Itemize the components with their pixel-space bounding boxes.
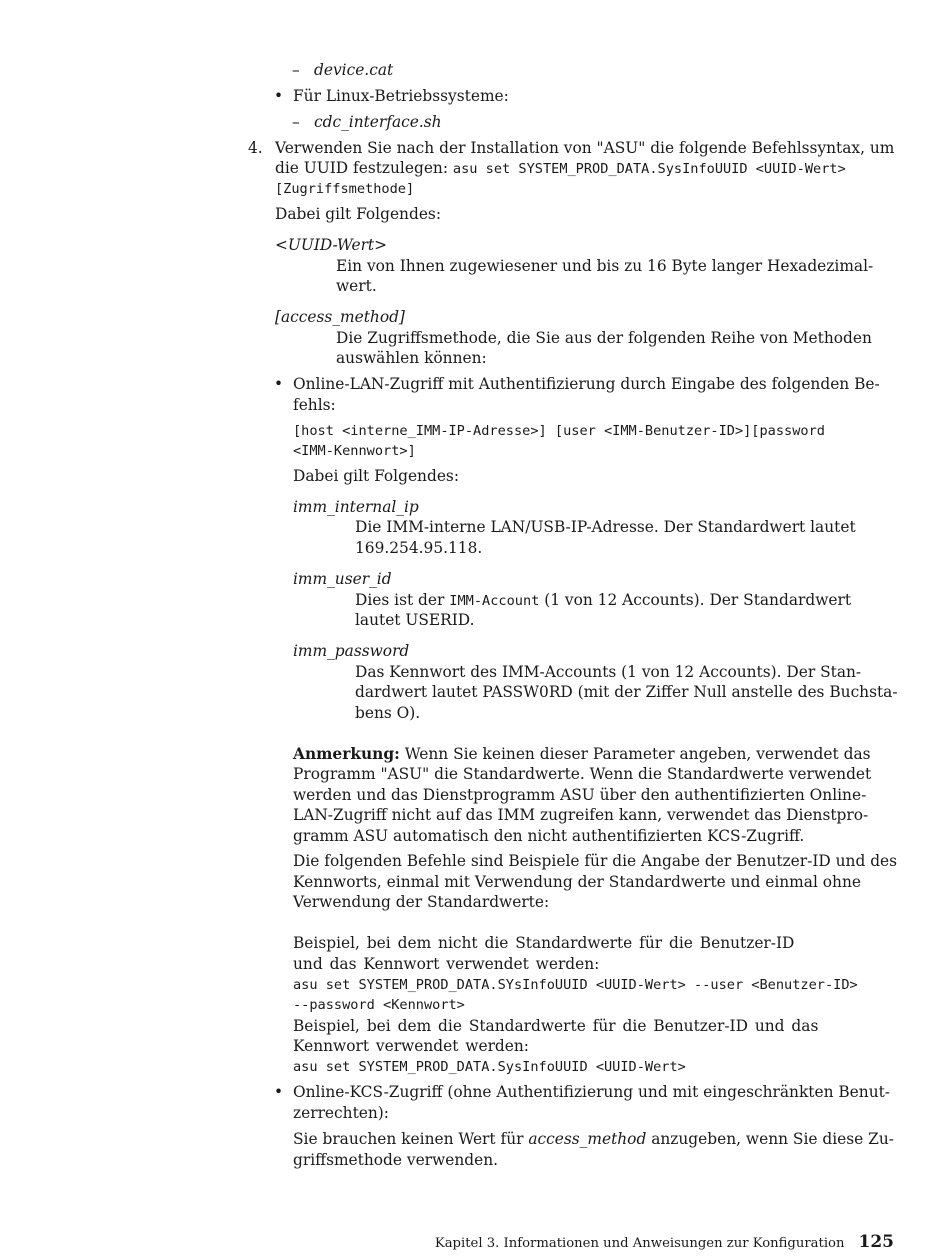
- example1-code1: asu set SYSTEM_PROD_DATA.SYsInfoUUID <UUID-Wert> --user <Benutzer-ID>: [293, 977, 858, 993]
- def-user-line2: lautet USERID.: [355, 611, 475, 629]
- step4-line2: [275, 158, 846, 180]
- online-lan-code2: <IMM-Kennwort>]: [293, 443, 416, 459]
- note-line2: Programm "ASU" die Standardwerte. Wenn die Standardwerte verwendet: [293, 765, 872, 783]
- term-imm-internal-ip: imm_internal_ip: [293, 498, 419, 516]
- step4-line1: Verwenden Sie nach der Installation von "ASU" die folgende Befehlssyntax, um: [275, 139, 895, 157]
- term-imm-password: imm_password: [293, 642, 410, 660]
- dash-marker: –: [292, 113, 300, 131]
- para-line1: Die folgenden Befehle sind Beispiele für die Angabe der Benutzer-ID und des: [293, 852, 898, 870]
- footer-chapter: Kapitel 3. Informationen und Anweisungen zur Konfiguration: [434, 1236, 845, 1251]
- online-lan-dabei: Dabei gilt Folgendes:: [293, 467, 460, 485]
- def-access-line1: Die Zugriffsmethode, die Sie aus der folgenden Reihe von Methoden: [336, 329, 872, 347]
- bullet-marker: •: [274, 375, 284, 393]
- def-pw-line1: Das Kennwort des IMM-Accounts (1 von 12 Accounts). Der Stan-: [355, 663, 862, 681]
- term-access-method: [access_method]: [275, 308, 405, 326]
- term-imm-user-id: imm_user_id: [293, 570, 392, 588]
- page-number: 125: [858, 1232, 894, 1252]
- term-uuid-wert: <UUID-Wert>: [275, 236, 388, 254]
- def-ip-line1: Die IMM-interne LAN/USB-IP-Adresse. Der Standardwert lautet: [355, 518, 856, 536]
- online-lan-line2: fehls:: [293, 396, 336, 414]
- list-item-device-cat: device.cat: [314, 61, 394, 79]
- online-kcs-line1: Online-KCS-Zugriff (ohne Authentifizierung und mit eingeschränkten Benut-: [293, 1083, 890, 1101]
- step-number: 4.: [248, 139, 263, 157]
- def-user-line1: [355, 590, 851, 612]
- bullet-marker: •: [274, 87, 284, 105]
- kcs-text-c: anzugeben, wenn Sie diese Zu-: [646, 1130, 894, 1148]
- def-uuid-line1: Ein von Ihnen zugewiesener und bis zu 16 Byte langer Hexadezimal-: [336, 257, 874, 275]
- def-ip-line2: 169.254.95.118.: [355, 539, 483, 557]
- note-text: Wenn Sie keinen dieser Parameter angeben, verwendet das: [399, 745, 871, 763]
- def-user-text-a: Dies ist der: [355, 591, 450, 609]
- def-pw-line3: bens O).: [355, 704, 421, 722]
- def-user-text-c: (1 von 12 Accounts). Der Standardwert: [539, 591, 852, 609]
- step4-dabei: Dabei gilt Folgendes:: [275, 205, 442, 223]
- online-lan-code1: [host <interne_IMM-IP-Adresse>] [user <IMM-Benutzer-ID>][password: [293, 423, 825, 439]
- def-pw-line2: dardwert lautet PASSW0RD (mit der Ziffer Null anstelle des Buchsta-: [355, 683, 898, 701]
- example1-code2: --password <Kennwort>: [293, 997, 465, 1013]
- online-kcs-line2: zerrechten):: [293, 1104, 389, 1122]
- def-user-code: IMM-Account: [449, 593, 540, 609]
- example1-line2: und das Kennwort verwendet werden:: [293, 955, 600, 973]
- dash-marker: –: [292, 61, 300, 79]
- note-line5: gramm ASU automatisch den nicht authentifizierten KCS-Zugriff.: [293, 827, 805, 845]
- online-kcs-para1: [293, 1129, 894, 1150]
- list-item-cdc-interface: cdc_interface.sh: [314, 113, 442, 131]
- para-line2: Kennworts, einmal mit Verwendung der Standardwerte und einmal ohne: [293, 873, 861, 891]
- def-uuid-line2: wert.: [336, 277, 377, 295]
- note-line3: werden und das Dienstprogramm ASU über den authentifizierten Online-: [293, 786, 867, 804]
- bullet-marker: •: [274, 1083, 284, 1101]
- note-label: Anmerkung:: [293, 745, 400, 763]
- note-line4: LAN-Zugriff nicht auf das IMM zugreifen kann, verwendet das Dienstpro-: [293, 806, 869, 824]
- example2-line1: Beispiel, bei dem die Standardwerte für die Benutzer-ID und das: [293, 1017, 819, 1035]
- online-lan-line1: Online-LAN-Zugriff mit Authentifizierung durch Eingabe des folgenden Be-: [293, 375, 880, 393]
- example1-line1: Beispiel, bei dem nicht die Standardwerte für die Benutzer-ID: [293, 934, 795, 952]
- kcs-term-access-method: access_method: [528, 1130, 647, 1148]
- example2-line2: Kennwort verwendet werden:: [293, 1037, 529, 1055]
- page-footer: [435, 1232, 894, 1255]
- kcs-text-a: Sie brauchen keinen Wert für: [293, 1130, 529, 1148]
- step4-command-cont: [Zugriffsmethode]: [275, 181, 415, 197]
- example2-code: asu set SYSTEM_PROD_DATA.SysInfoUUID <UUID-Wert>: [293, 1059, 686, 1075]
- online-kcs-para2: griffsmethode verwenden.: [293, 1151, 499, 1169]
- step4-line2-text: die UUID festzulegen:: [275, 159, 453, 177]
- note-line1: [293, 744, 871, 765]
- para-line3: Verwendung der Standardwerte:: [293, 893, 550, 911]
- step4-command: asu set SYSTEM_PROD_DATA.SysInfoUUID <UUID-Wert>: [452, 161, 846, 177]
- bullet-linux: Für Linux-Betriebssysteme:: [293, 87, 509, 105]
- def-access-line2: auswählen können:: [336, 349, 487, 367]
